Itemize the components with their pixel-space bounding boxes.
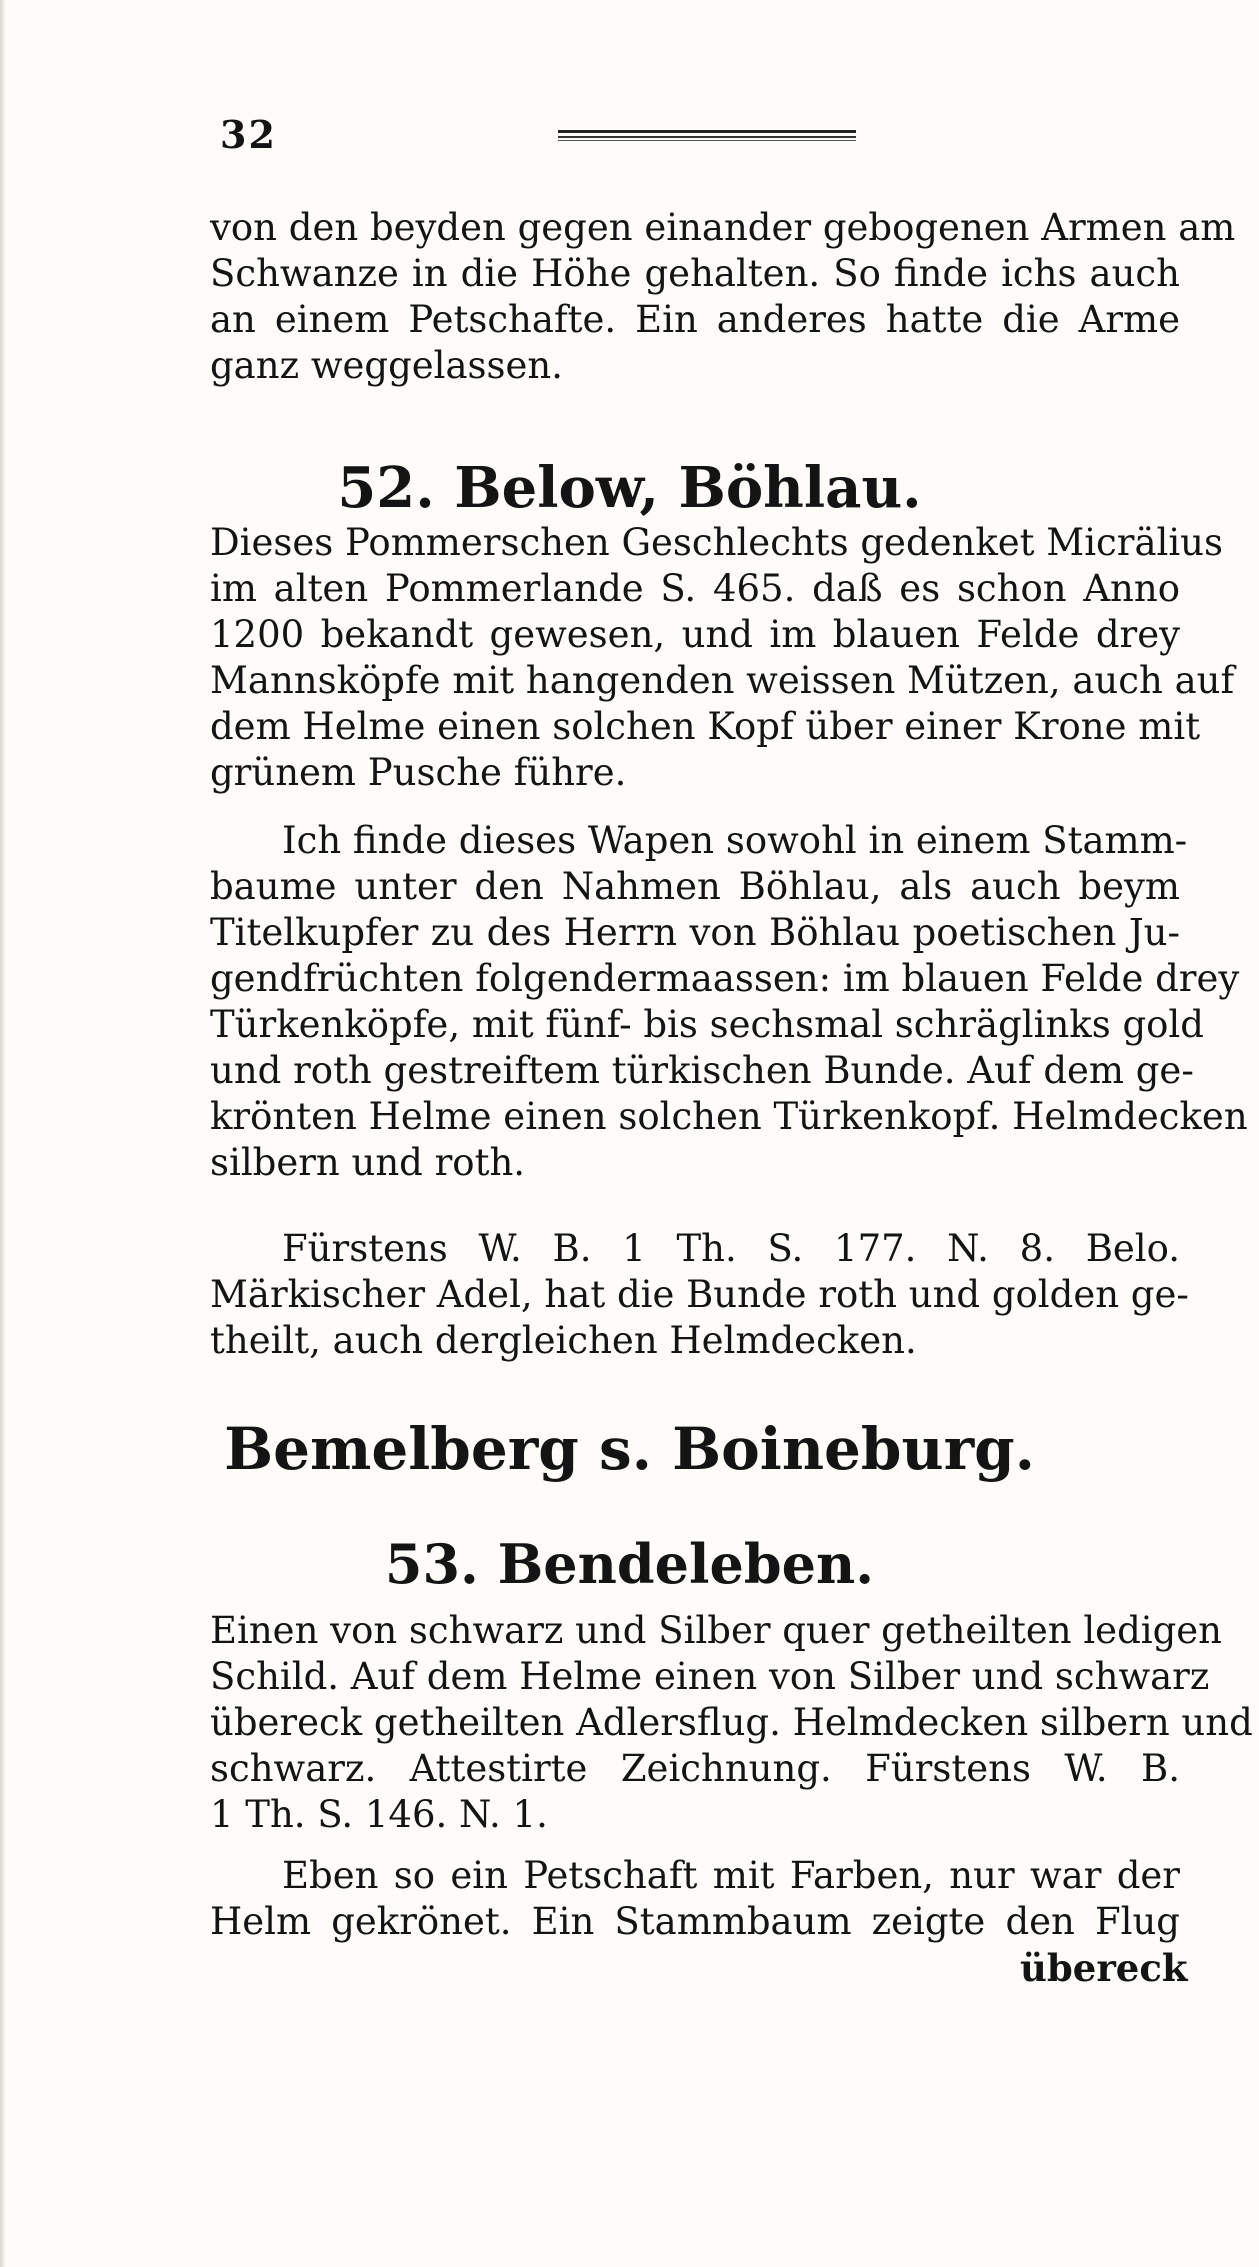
paragraph-52-2: [210, 818, 1248, 1186]
text-line: theilt, auch dergleichen Helmdecken.: [210, 1319, 917, 1362]
text-line: Mannsköpfe mit hangenden weissen Mützen, auch auf: [210, 659, 1235, 702]
section-heading-53: 53. Bendeleben.: [384, 1532, 875, 1596]
header-rule-line: [558, 130, 856, 133]
text-line: ganz weggelassen.: [210, 344, 564, 387]
text-line: Eben so ein Petschaft mit Farben, nur war der: [282, 1854, 1180, 1897]
text-line: Schwanze in die Höhe gehalten. So finde ichs auch: [210, 252, 1180, 295]
text-line: übereck getheilten Adlersflug. Helmdecken silbern und: [210, 1701, 1253, 1744]
text-line: Ich finde dieses Wapen sowohl in einem Stamm-: [282, 819, 1188, 862]
header-rule-line: [558, 140, 856, 141]
text-line: Türkenköpfe, mit fünf- bis sechsmal schräglinks gold: [210, 1003, 1204, 1046]
text-line: und roth gestreiftem türkischen Bunde. Auf dem ge-: [210, 1049, 1194, 1092]
header-rule: [558, 130, 856, 142]
text-line: 1200 bekandt gewesen, und im blauen Felde drey: [210, 613, 1180, 656]
cross-reference-heading: Bemelberg s. Boineburg.: [224, 1415, 1035, 1483]
paragraph-52-1: [210, 520, 1235, 796]
text-line: 1 Th. S. 146. N. 1.: [210, 1793, 548, 1836]
text-line: von den beyden gegen einander gebogenen Armen am: [210, 206, 1236, 249]
text-line: dem Helme einen solchen Kopf über einer Krone mit: [210, 705, 1201, 748]
text-line: Einen von schwarz und Silber quer getheilten ledigen: [210, 1609, 1223, 1652]
text-line: krönten Helme einen solchen Türkenkopf. Helmdecken: [210, 1095, 1248, 1138]
text-line: grünem Pusche führe.: [210, 751, 627, 794]
text-line: Fürstens W. B. 1 Th. S. 177. N. 8. Belo.: [282, 1227, 1180, 1270]
paragraph-53-2: [210, 1853, 1180, 1945]
text-line: im alten Pommerlande S. 465. daß es schon Anno: [210, 567, 1180, 610]
text-line: silbern und roth.: [210, 1141, 526, 1184]
text-line: Titelkupfer zu des Herrn von Böhlau poetischen Ju-: [210, 911, 1180, 954]
catchword: übereck: [1020, 1946, 1188, 1990]
text-line: gendfrüchten folgendermaassen: im blauen Felde drey: [210, 957, 1240, 1000]
text-line: Helm gekrönet. Ein Stammbaum zeigte den Flug: [210, 1900, 1180, 1943]
paragraph-53-1: [210, 1608, 1253, 1838]
paragraph-52-3: [210, 1226, 1189, 1364]
section-heading-52: 52. Below, Böhlau.: [337, 455, 922, 521]
text-line: schwarz. Attestirte Zeichnung. Fürstens W. B.: [210, 1747, 1180, 1790]
page-edge: [0, 0, 6, 2267]
text-line: baume unter den Nahmen Böhlau, als auch beym: [210, 865, 1180, 908]
header-rule-line: [558, 136, 856, 138]
page-number: 32: [220, 112, 277, 157]
text-line: Schild. Auf dem Helme einen von Silber und schwarz: [210, 1655, 1210, 1698]
intro-paragraph: [210, 205, 1236, 389]
text-line: an einem Petschafte. Ein anderes hatte die Arme: [210, 298, 1180, 341]
text-line: Märkischer Adel, hat die Bunde roth und golden ge-: [210, 1273, 1189, 1316]
text-line: Dieses Pommerschen Geschlechts gedenket Micrälius: [210, 521, 1223, 564]
